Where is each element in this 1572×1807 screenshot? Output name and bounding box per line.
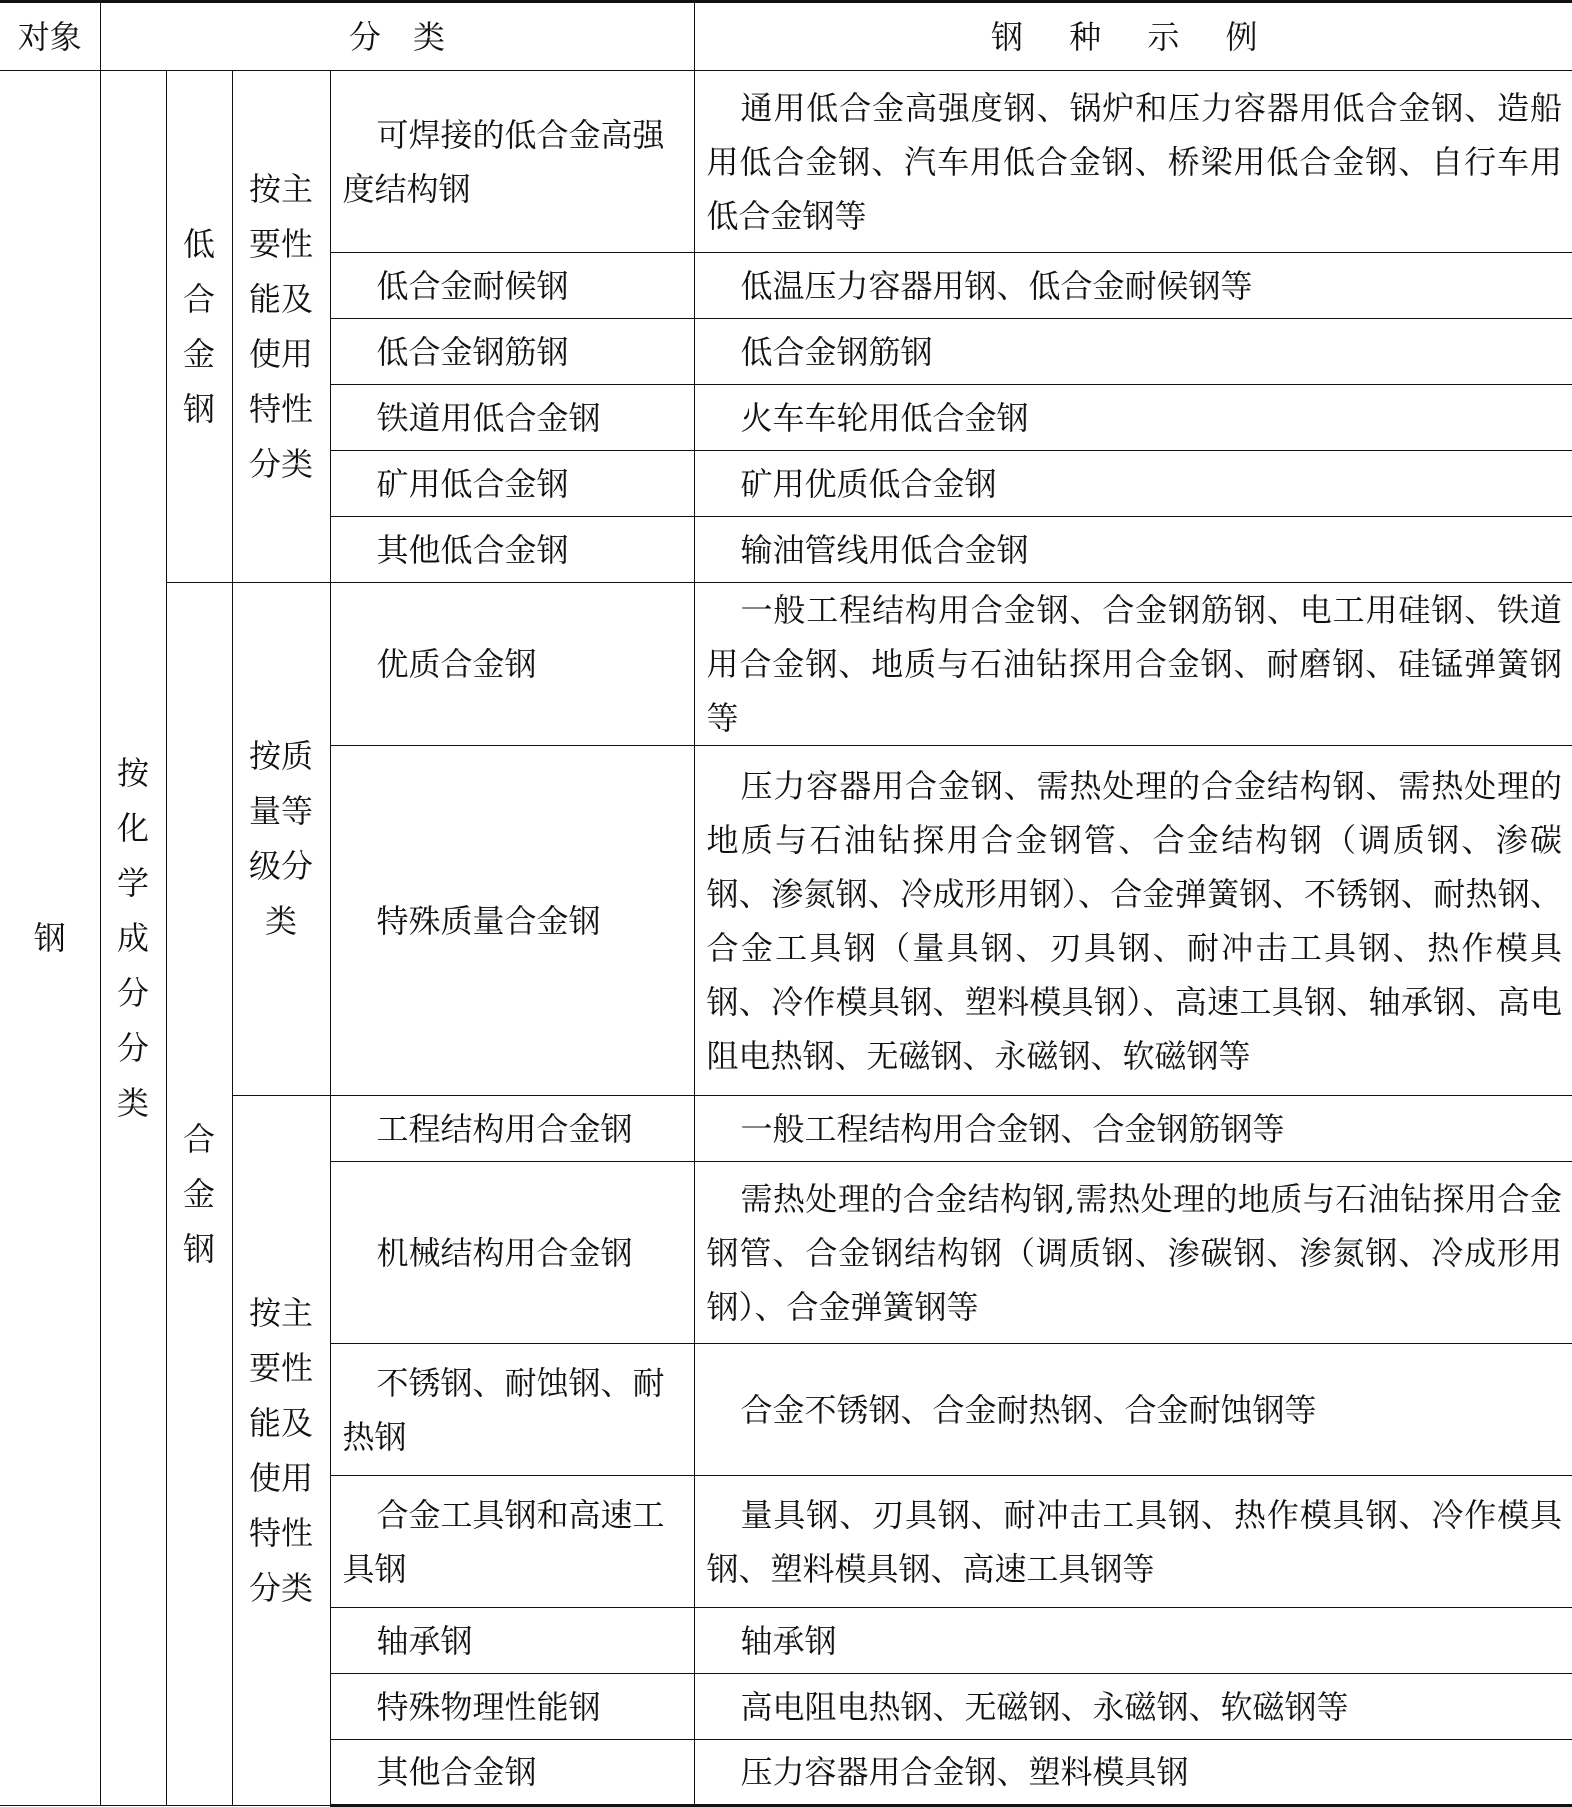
category-cell: 合金工具钢和高速工具钢 (330, 1476, 694, 1608)
table-row (0, 71, 1572, 253)
examples-cell: 火车车轮用低合金钢 (694, 385, 1572, 451)
group-alloy-text: 合金钢 (183, 1119, 216, 1268)
category-cell: 可焊接的低合金高强度结构钢 (330, 71, 694, 253)
category-cell: 矿用低合金钢 (330, 451, 694, 517)
table-row (0, 583, 1572, 746)
category-cell: 不锈钢、耐蚀钢、耐热钢 (330, 1344, 694, 1476)
subgroup-alloy-perf (232, 1096, 330, 1806)
category-cell: 特殊物理性能钢 (330, 1674, 694, 1740)
header-examples: 钢 种 示 例 (694, 2, 1572, 71)
category-cell: 低合金钢筋钢 (330, 319, 694, 385)
examples-cell: 压力容器用合金钢、需热处理的合金结构钢、需热处理的地质与石油钻探用合金钢管、合金结构钢（调质钢、渗碳钢、渗氮钢、冷成形用钢）、合金弹簧钢、不锈钢、耐热钢、合金工具钢（量具钢、刃具钢、耐冲击工具钢、热作模具钢、冷作模具钢、塑料模具钢）、高速工具钢、轴承钢、高电阻电热钢、无磁钢、永磁钢、软磁钢等 (694, 746, 1572, 1096)
examples-cell: 低合金钢筋钢 (694, 319, 1572, 385)
examples-cell: 压力容器用合金钢、塑料模具钢 (694, 1740, 1572, 1806)
examples-cell: 低温压力容器用钢、低合金耐候钢等 (694, 253, 1572, 319)
examples-cell: 量具钢、刃具钢、耐冲击工具钢、热作模具钢、冷作模具钢、塑料模具钢、高速工具钢等 (694, 1476, 1572, 1608)
subgroup-alloy-quality-text: 按质量等级分类 (249, 737, 314, 940)
subgroup-alloy-perf-text: 按主要性能及使用特性分类 (249, 1293, 314, 1607)
examples-cell: 一般工程结构用合金钢、合金钢筋钢、电工用硅钢、铁道用合金钢、地质与石油钻探用合金钢、耐磨钢、硅锰弹簧钢等 (694, 583, 1572, 746)
category-cell: 机械结构用合金钢 (330, 1162, 694, 1344)
category-cell: 其他低合金钢 (330, 517, 694, 583)
table-row (0, 1096, 1572, 1162)
category-cell: 工程结构用合金钢 (330, 1096, 694, 1162)
examples-cell: 高电阻电热钢、无磁钢、永磁钢、软磁钢等 (694, 1674, 1572, 1740)
examples-cell: 合金不锈钢、合金耐热钢、合金耐蚀钢等 (694, 1344, 1572, 1476)
group-low-alloy-text: 低合金钢 (183, 224, 216, 428)
group-low-alloy (166, 71, 232, 583)
examples-cell: 输油管线用低合金钢 (694, 517, 1572, 583)
method-cell (100, 71, 166, 1806)
subgroup-alloy-quality (232, 583, 330, 1096)
category-cell: 铁道用低合金钢 (330, 385, 694, 451)
examples-cell: 通用低合金高强度钢、锅炉和压力容器用低合金钢、造船用低合金钢、汽车用低合金钢、桥梁用低合金钢、自行车用低合金钢等 (694, 71, 1572, 253)
examples-cell: 需热处理的合金结构钢,需热处理的地质与石油钻探用合金钢管、合金钢结构钢（调质钢、渗碳钢、渗氮钢、冷成形用钢）、合金弹簧钢等 (694, 1162, 1572, 1344)
object-cell: 钢 (0, 71, 100, 1806)
examples-cell: 轴承钢 (694, 1608, 1572, 1674)
group-alloy (166, 583, 232, 1806)
category-cell: 特殊质量合金钢 (330, 746, 694, 1096)
subgroup-low-perf (232, 71, 330, 583)
header-row (0, 2, 1572, 71)
header-classification: 分 类 (100, 2, 694, 71)
header-object: 对象 (0, 2, 100, 71)
examples-cell: 矿用优质低合金钢 (694, 451, 1572, 517)
category-cell: 轴承钢 (330, 1608, 694, 1674)
examples-cell: 一般工程结构用合金钢、合金钢筋钢等 (694, 1096, 1572, 1162)
method-text: 按化学成分分类 (117, 753, 150, 1122)
category-cell: 其他合金钢 (330, 1740, 694, 1806)
subgroup-low-perf-text: 按主要性能及使用特性分类 (249, 169, 314, 483)
category-cell: 优质合金钢 (330, 583, 694, 746)
category-cell: 低合金耐候钢 (330, 253, 694, 319)
